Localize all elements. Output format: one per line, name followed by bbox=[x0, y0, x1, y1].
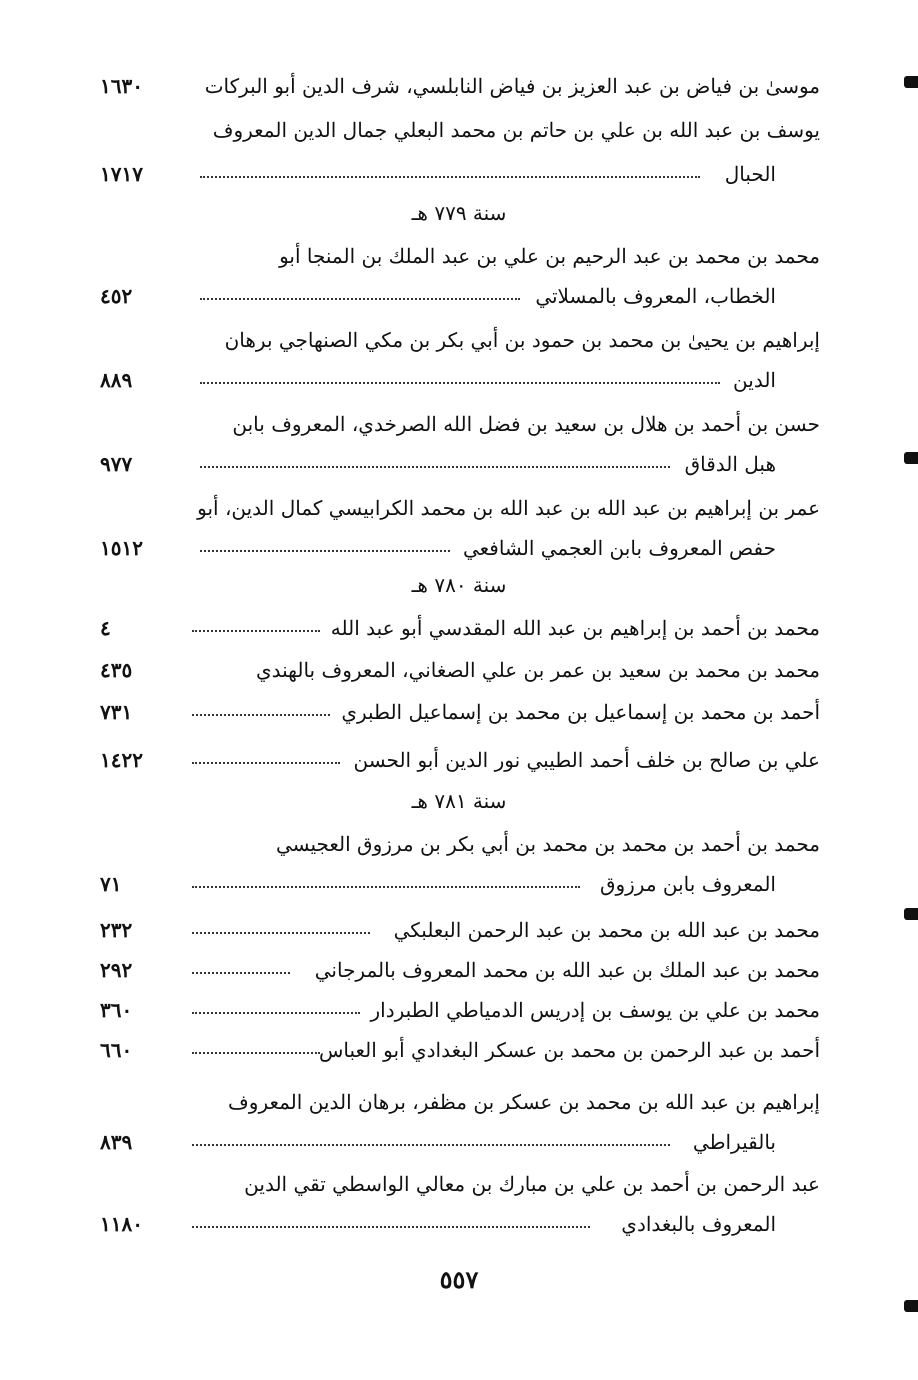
dot-leader bbox=[200, 466, 670, 468]
page-reference: ٤٥٢ bbox=[100, 284, 133, 308]
index-entry bbox=[100, 608, 820, 648]
entry-text: محمد بن علي بن يوسف بن إدريس الدمياطي الطبردار bbox=[370, 998, 820, 1022]
year-heading: سنة ٧٨٠ هـ bbox=[411, 573, 507, 597]
page-reference: ٧١ bbox=[100, 872, 122, 896]
dot-leader bbox=[192, 762, 340, 764]
page-reference: ١٦٣٠ bbox=[100, 74, 143, 98]
entry-text: محمد بن أحمد بن إبراهيم بن عبد الله المقدسي أبو عبد الله bbox=[330, 616, 820, 640]
index-entry bbox=[100, 824, 820, 904]
page-reference: ٤ bbox=[100, 616, 111, 640]
year-heading: سنة ٧٧٩ هـ bbox=[411, 201, 507, 225]
dot-leader bbox=[200, 550, 450, 552]
page-reference: ٩٧٧ bbox=[100, 452, 133, 476]
binding-mark bbox=[904, 452, 918, 464]
index-entry bbox=[100, 692, 820, 732]
index-entry bbox=[100, 488, 820, 568]
entry-text: عمر بن إبراهيم بن عبد الله بن عبد الله بن محمد الكرابيسي كمال الدين، أبو bbox=[197, 496, 820, 520]
entry-text: المعروف بابن مرزوق bbox=[599, 872, 776, 896]
entry-line bbox=[100, 740, 820, 780]
entry-line bbox=[100, 864, 820, 904]
entry-text: محمد بن محمد بن سعيد بن عمر بن علي الصغاني، المعروف بالهندي bbox=[255, 658, 820, 682]
index-entry bbox=[100, 66, 820, 106]
page-reference: ٤٣٥ bbox=[100, 658, 133, 682]
index-entry bbox=[100, 110, 820, 194]
dot-leader bbox=[192, 1052, 320, 1054]
index-entry bbox=[100, 650, 820, 690]
page-reference: ١٧١٧ bbox=[100, 162, 143, 186]
binding-mark bbox=[904, 76, 918, 88]
entry-line bbox=[100, 528, 820, 568]
entry-text: موسىٰ بن فياض بن عبد العزيز بن فياض النابلسي، شرف الدين أبو البركات bbox=[204, 74, 820, 98]
dot-leader bbox=[192, 972, 290, 974]
entry-text: يوسف بن عبد الله بن علي بن حاتم بن محمد البعلي جمال الدين المعروف bbox=[212, 118, 820, 142]
index-entry bbox=[100, 740, 820, 780]
page-reference: ١٤٢٢ bbox=[100, 748, 143, 772]
entry-text: حسن بن أحمد بن هلال بن سعيد بن فضل الله الصرخدي، المعروف بابن bbox=[232, 412, 820, 436]
entry-text: محمد بن عبد الملك بن عبد الله بن محمد المعروف بالمرجاني bbox=[314, 958, 820, 982]
entry-line bbox=[100, 320, 820, 360]
entry-line bbox=[100, 910, 820, 950]
entry-text: علي بن صالح بن خلف أحمد الطيبي نور الدين أبو الحسن bbox=[353, 748, 820, 772]
entry-line bbox=[100, 360, 820, 400]
index-entry bbox=[100, 404, 820, 484]
binding-mark bbox=[904, 908, 918, 920]
dot-leader bbox=[200, 298, 520, 300]
entry-line bbox=[100, 990, 820, 1030]
entry-text: محمد بن عبد الله بن محمد بن عبد الرحمن البعلبكي bbox=[393, 918, 820, 942]
entry-line bbox=[100, 110, 820, 150]
entry-line bbox=[100, 404, 820, 444]
entry-line bbox=[100, 236, 820, 276]
entry-line bbox=[100, 608, 820, 648]
index-entry bbox=[100, 236, 820, 316]
dot-leader bbox=[192, 630, 320, 632]
index-entry bbox=[100, 950, 820, 990]
index-entry bbox=[100, 1030, 820, 1070]
binding-mark bbox=[904, 1300, 918, 1312]
entry-line bbox=[100, 276, 820, 316]
dot-leader bbox=[192, 886, 580, 888]
entry-line bbox=[100, 1164, 820, 1204]
entry-text: حفص المعروف بابن العجمي الشافعي bbox=[462, 536, 776, 560]
year-heading: سنة ٧٨١ هـ bbox=[411, 789, 507, 813]
dot-leader bbox=[192, 1226, 590, 1228]
page-reference: ٣٦٠ bbox=[100, 998, 133, 1022]
entry-text: الخطاب، المعروف بالمسلاتي bbox=[535, 284, 776, 308]
index-entry bbox=[100, 910, 820, 950]
entry-line bbox=[100, 1030, 820, 1070]
index-entry bbox=[100, 1164, 820, 1244]
page-reference: ٢٩٢ bbox=[100, 958, 133, 982]
entry-text: محمد بن محمد بن عبد الرحيم بن علي بن عبد الملك بن المنجا أبو bbox=[279, 244, 820, 268]
index-entry bbox=[100, 990, 820, 1030]
entry-text: عبد الرحمن بن أحمد بن علي بن مبارك بن معالي الواسطي تقي الدين bbox=[244, 1172, 820, 1196]
page-reference: ١١٨٠ bbox=[100, 1212, 143, 1236]
entry-text: هبل الدقاق bbox=[684, 452, 776, 476]
entry-line bbox=[100, 488, 820, 528]
page-reference: ٧٣١ bbox=[100, 700, 133, 724]
entry-text: إبراهيم بن يحيىٰ بن محمد بن حمود بن أبي بكر بن مكي الصنهاجي برهان bbox=[224, 328, 820, 352]
dot-leader bbox=[192, 1144, 670, 1146]
entry-line bbox=[100, 444, 820, 484]
page-reference: ١٥١٢ bbox=[100, 536, 143, 560]
entry-text: إبراهيم بن عبد الله بن محمد بن عسكر بن مظفر، برهان الدين المعروف bbox=[228, 1090, 820, 1114]
page-reference: ٨٣٩ bbox=[100, 1130, 133, 1154]
entry-line bbox=[100, 1204, 820, 1244]
entry-text: محمد بن أحمد بن محمد بن محمد بن أبي بكر بن مرزوق العجيسي bbox=[275, 832, 820, 856]
entry-line bbox=[100, 1122, 820, 1162]
entry-text: بالقيراطي bbox=[692, 1130, 776, 1154]
entry-line bbox=[100, 950, 820, 990]
page-number: ٥٥٧ bbox=[439, 1265, 479, 1294]
index-entry bbox=[100, 320, 820, 400]
entry-text: المعروف بالبغدادي bbox=[621, 1212, 776, 1236]
entry-line bbox=[100, 650, 820, 690]
dot-leader bbox=[200, 382, 720, 384]
dot-leader bbox=[192, 1012, 360, 1014]
dot-leader bbox=[192, 714, 330, 716]
page-reference: ٦٦٠ bbox=[100, 1038, 133, 1062]
page-reference: ٨٨٩ bbox=[100, 368, 133, 392]
entry-text: أحمد بن محمد بن إسماعيل بن محمد بن إسماعيل الطبري bbox=[341, 700, 820, 724]
entry-line bbox=[100, 1082, 820, 1122]
entry-text: أحمد بن عبد الرحمن بن محمد بن عسكر البغدادي أبو العباس bbox=[318, 1038, 820, 1062]
entry-line bbox=[100, 66, 820, 106]
entry-text: الحبال bbox=[724, 162, 776, 186]
entry-line bbox=[100, 692, 820, 732]
page-reference: ٢٣٢ bbox=[100, 918, 133, 942]
dot-leader bbox=[200, 176, 700, 178]
entry-text: الدين bbox=[733, 368, 776, 392]
entry-line bbox=[100, 154, 820, 194]
entry-line bbox=[100, 824, 820, 864]
dot-leader bbox=[192, 932, 370, 934]
index-entry bbox=[100, 1082, 820, 1162]
